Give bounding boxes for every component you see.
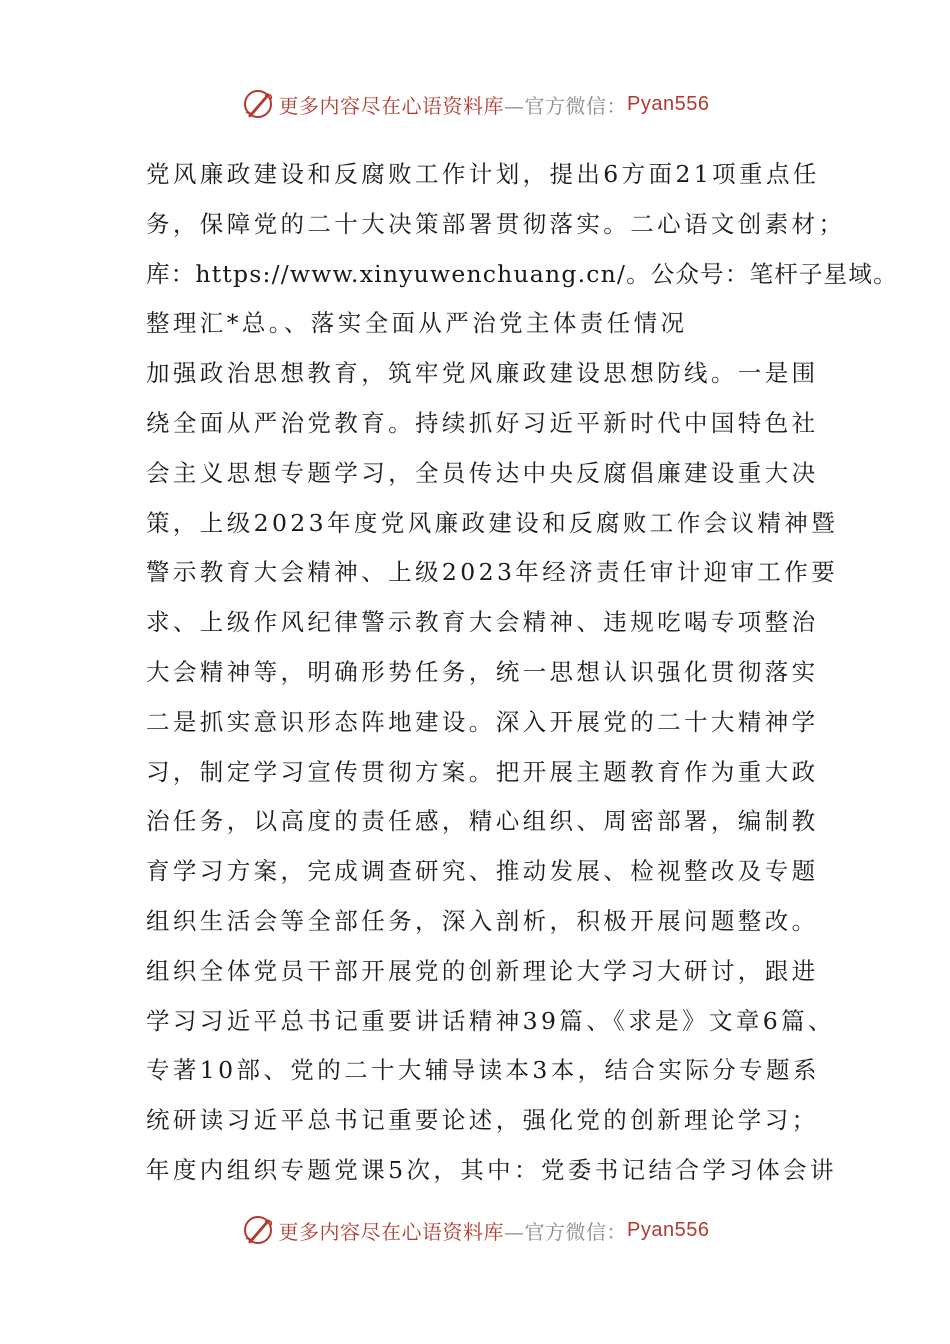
text-line: 学习习近平总书记重要讲话精神39篇、《求是》文章6篇、 [146, 1006, 835, 1035]
text-line: 大会精神等，明确形势任务，统一思想认识强化贯彻落实 [146, 657, 819, 686]
banner-wechat-label: —官方微信： [504, 1219, 628, 1244]
text-line: 警示教育大会精神、上级2023年经济责任审计迎审工作要 [146, 558, 839, 587]
text-line: 组织全体党员干部开展党的创新理论大学习大研讨，跟进 [146, 956, 819, 985]
text-line: 策，上级2023年度党风廉政建设和反腐败工作会议精神暨 [146, 508, 839, 537]
document-body [146, 150, 898, 1196]
footer-banner [0, 1210, 950, 1250]
text-line: 习，制定学习宣传贯彻方案。把开展主题教育作为重大政 [146, 757, 819, 786]
text-line: 育学习方案，完成调查研究、推动发展、检视整改及专题 [146, 857, 819, 886]
quill-pen-logo-icon [241, 87, 275, 121]
text-line: 库：https://www.xinyuwenchuang.cn/。公众号：笔杆子星域。 [146, 259, 898, 288]
banner-text [279, 1216, 710, 1245]
text-line: 组织生活会等全部任务，深入剖析，积极开展问题整改。 [146, 906, 819, 935]
text-line: 年度内组织专题党课5次，其中：党委书记结合学习体会讲 [146, 1155, 837, 1184]
text-line: 党风廉政建设和反腐败工作计划，提出6方面21项重点任 [146, 160, 820, 188]
header-banner [0, 84, 950, 124]
banner-text [279, 90, 710, 119]
text-line: 整理汇*总。、落实全面从严治党主体责任情况 [146, 309, 688, 338]
text-line: 务，保障党的二十大决策部署贯彻落实。二心语文创素材； [146, 209, 846, 238]
text-line: 求、上级作风纪律警示教育大会精神、违规吃喝专项整治 [146, 608, 819, 637]
banner-title: 更多内容尽在心语资料库 [278, 93, 505, 118]
text-line: 二是抓实意识形态阵地建设。深入开展党的二十大精神学 [146, 707, 819, 736]
text-line: 加强政治思想教育，筑牢党风廉政建设思想防线。一是围 [146, 359, 819, 388]
text-line: 统研读习近平总书记重要论述，强化党的创新理论学习； [146, 1106, 819, 1135]
banner-title: 更多内容尽在心语资料库 [278, 1219, 505, 1244]
text-line: 专著10部、党的二十大辅导读本3本，结合实际分专题系 [146, 1056, 820, 1085]
banner-wechat-id: Pyan556 [627, 92, 710, 115]
banner-wechat-label: —官方微信： [504, 93, 628, 118]
text-line: 绕全面从严治党教育。持续抓好习近平新时代中国特色社 [146, 408, 819, 437]
text-line: 治任务，以高度的责任感，精心组织、周密部署，编制教 [146, 807, 819, 836]
banner-wechat-id: Pyan556 [627, 1218, 710, 1241]
quill-pen-logo-icon [241, 1213, 275, 1247]
text-line: 会主义思想专题学习，全员传达中央反腐倡廉建设重大决 [146, 458, 819, 487]
